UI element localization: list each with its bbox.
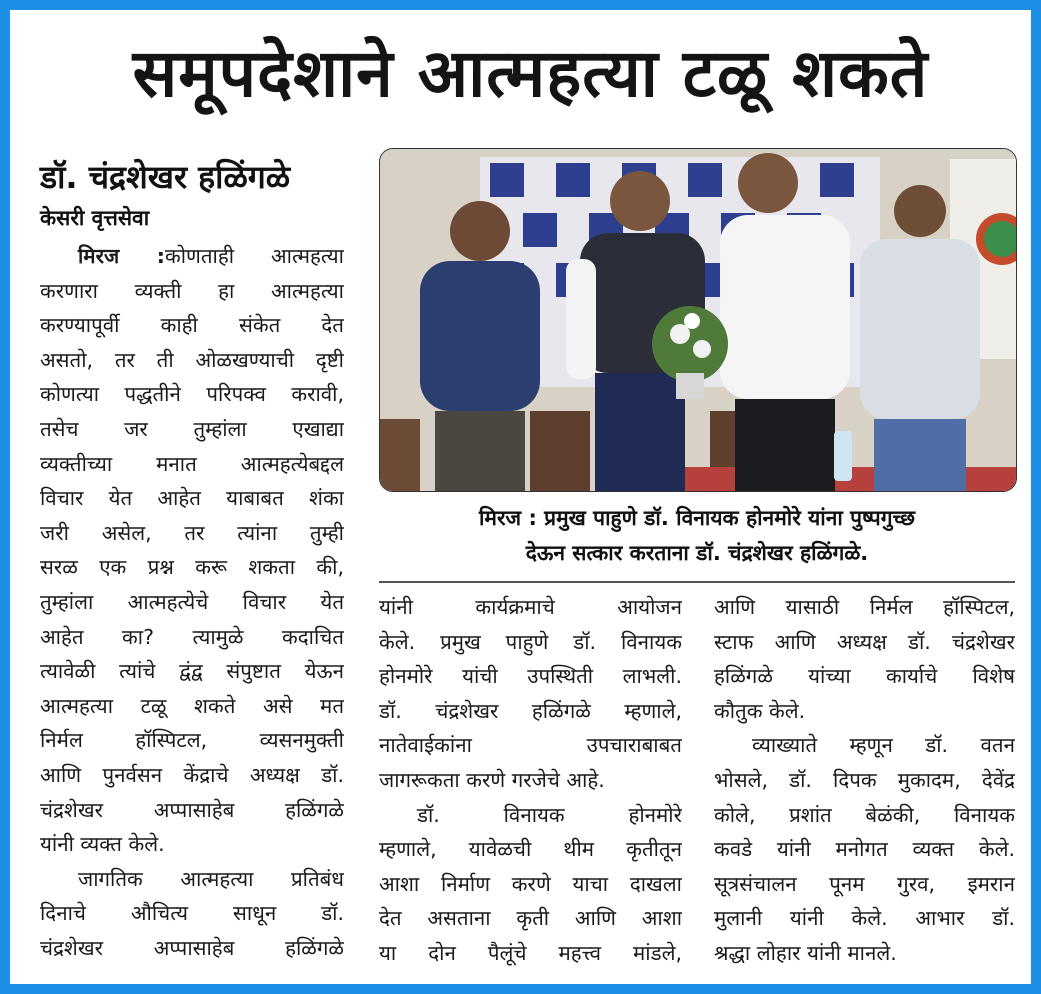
text-line: कवडे यांनी मनोगत व्यक्त केले. <box>714 837 1015 862</box>
text-line: यांनी कार्यक्रमाचे आयोजन <box>379 595 682 619</box>
article-column-2 <box>379 590 682 971</box>
event-photo <box>379 148 1017 492</box>
text-line: करण्यापूर्वी काही संकेत देत <box>40 313 344 338</box>
caption-divider <box>379 581 1015 583</box>
text-line: विचार येत आहेत याबाबत शंका <box>40 486 344 511</box>
text-line: या दोन पैलूंचे महत्त्व मांडले, <box>379 940 682 965</box>
text-line: श्रद्धा लोहार यांनी मानले. <box>714 940 897 965</box>
text-line: मुलानी यांनी केले. आभार डॉ. <box>714 906 1015 931</box>
text-line: असतो, तर ती ओळखण्याची दृष्टी <box>40 347 344 372</box>
headline: समूपदेशाने आत्महत्या टळू शकते <box>132 35 929 112</box>
text-line: त्यावेळी त्यांचे द्वंद्व संपुष्टात येऊन <box>40 659 344 684</box>
text-line: सूत्रसंचालन पूनम गुरव, इमरान <box>714 871 1015 896</box>
text-line: मिरज :कोणताही आत्महत्या <box>78 244 344 268</box>
text-line: आहेत का? त्यामुळे कदाचित <box>40 624 344 649</box>
event-photo-illustration <box>380 149 1016 491</box>
dateline: मिरज : <box>78 244 165 268</box>
text-line: आणि यासाठी निर्मल हॉस्पिटल, <box>714 595 1015 619</box>
text-line: सरळ एक प्रश्न करू शकता की, <box>40 555 344 580</box>
text-line: कौतुक केले. <box>714 698 806 723</box>
text-line: आत्महत्या टळू शकते असे मत <box>40 693 344 718</box>
text-line: दिनाचे औचित्य साधून डॉ. <box>40 901 344 926</box>
text-line: व्यक्तीच्या मनात आत्महत्येबद्दल <box>40 451 344 476</box>
photo-caption <box>379 501 1015 571</box>
text-line: व्याख्याते म्हणून डॉ. वतन <box>752 733 1015 758</box>
text-line: जरी असेल, तर त्यांना तुम्ही <box>40 520 344 545</box>
text-line: तसेच जर तुम्हांला एखाद्या <box>40 416 344 441</box>
text-line: केले. प्रमुख पाहुणे डॉ. विनायक <box>379 629 682 654</box>
text-line: तुम्हांला आत्महत्येचे विचार येत <box>40 589 344 614</box>
caption-line-1: मिरज : प्रमुख पाहुणे डॉ. विनायक होनमोरे यांना पुष्पगुच्छ <box>478 506 916 530</box>
text-line: करणारा व्यक्ती हा आत्महत्या <box>40 278 344 303</box>
text-line: देत असताना कृती आणि आशा <box>379 906 682 931</box>
text-line: डॉ. चंद्रशेखर हळिंगळे म्हणाले, <box>379 698 682 723</box>
text-line: कोणत्या पद्धतीने परिपक्व करावी, <box>40 382 344 407</box>
news-agency: केसरी वृत्तसेवा <box>40 206 150 230</box>
article-column-1 <box>40 239 344 965</box>
text-line: स्टाफ आणि अध्यक्ष डॉ. चंद्रशेखर <box>714 629 1015 654</box>
text-line: कोले, प्रशांत बेळंकी, विनायक <box>714 802 1015 827</box>
article-column-3 <box>714 590 1015 971</box>
text-line: जागरूकता करणे गरजेचे आहे. <box>379 767 605 792</box>
text-line: भोसले, डॉ. दिपक मुकादम, देवेंद्र <box>714 767 1015 792</box>
text-line: होनमोरे यांची उपस्थिती लाभली. <box>379 664 682 689</box>
text-line: डॉ. विनायक होनमोरे <box>417 802 682 827</box>
text-line: जागतिक आत्महत्या प्रतिबंध <box>78 866 344 891</box>
text-line: हळिंगळे यांच्या कार्याचे विशेष <box>714 664 1015 689</box>
text-line: चंद्रशेखर अप्पासाहेब हळिंगळे <box>40 797 344 822</box>
text-line: निर्मल हॉस्पिटल, व्यसनमुक्ती <box>40 728 344 753</box>
text-line: आणि पुनर्वसन केंद्राचे अध्यक्ष डॉ. <box>40 762 344 787</box>
text-line: चंद्रशेखर अप्पासाहेब हळिंगळे <box>40 935 344 960</box>
byline: डॉ. चंद्रशेखर हळिंगळे <box>40 158 291 196</box>
caption-line-2: देऊन सत्कार करताना डॉ. चंद्रशेखर हळिंगळे. <box>525 541 869 565</box>
text-line: आशा निर्माण करणे याचा दाखला <box>379 871 682 896</box>
text-line: म्हणाले, यावेळची थीम कृतीतून <box>379 837 682 862</box>
text-line: नातेवाईकांना उपचाराबाबत <box>379 733 682 758</box>
text-line: यांनी व्यक्त केले. <box>40 832 165 857</box>
